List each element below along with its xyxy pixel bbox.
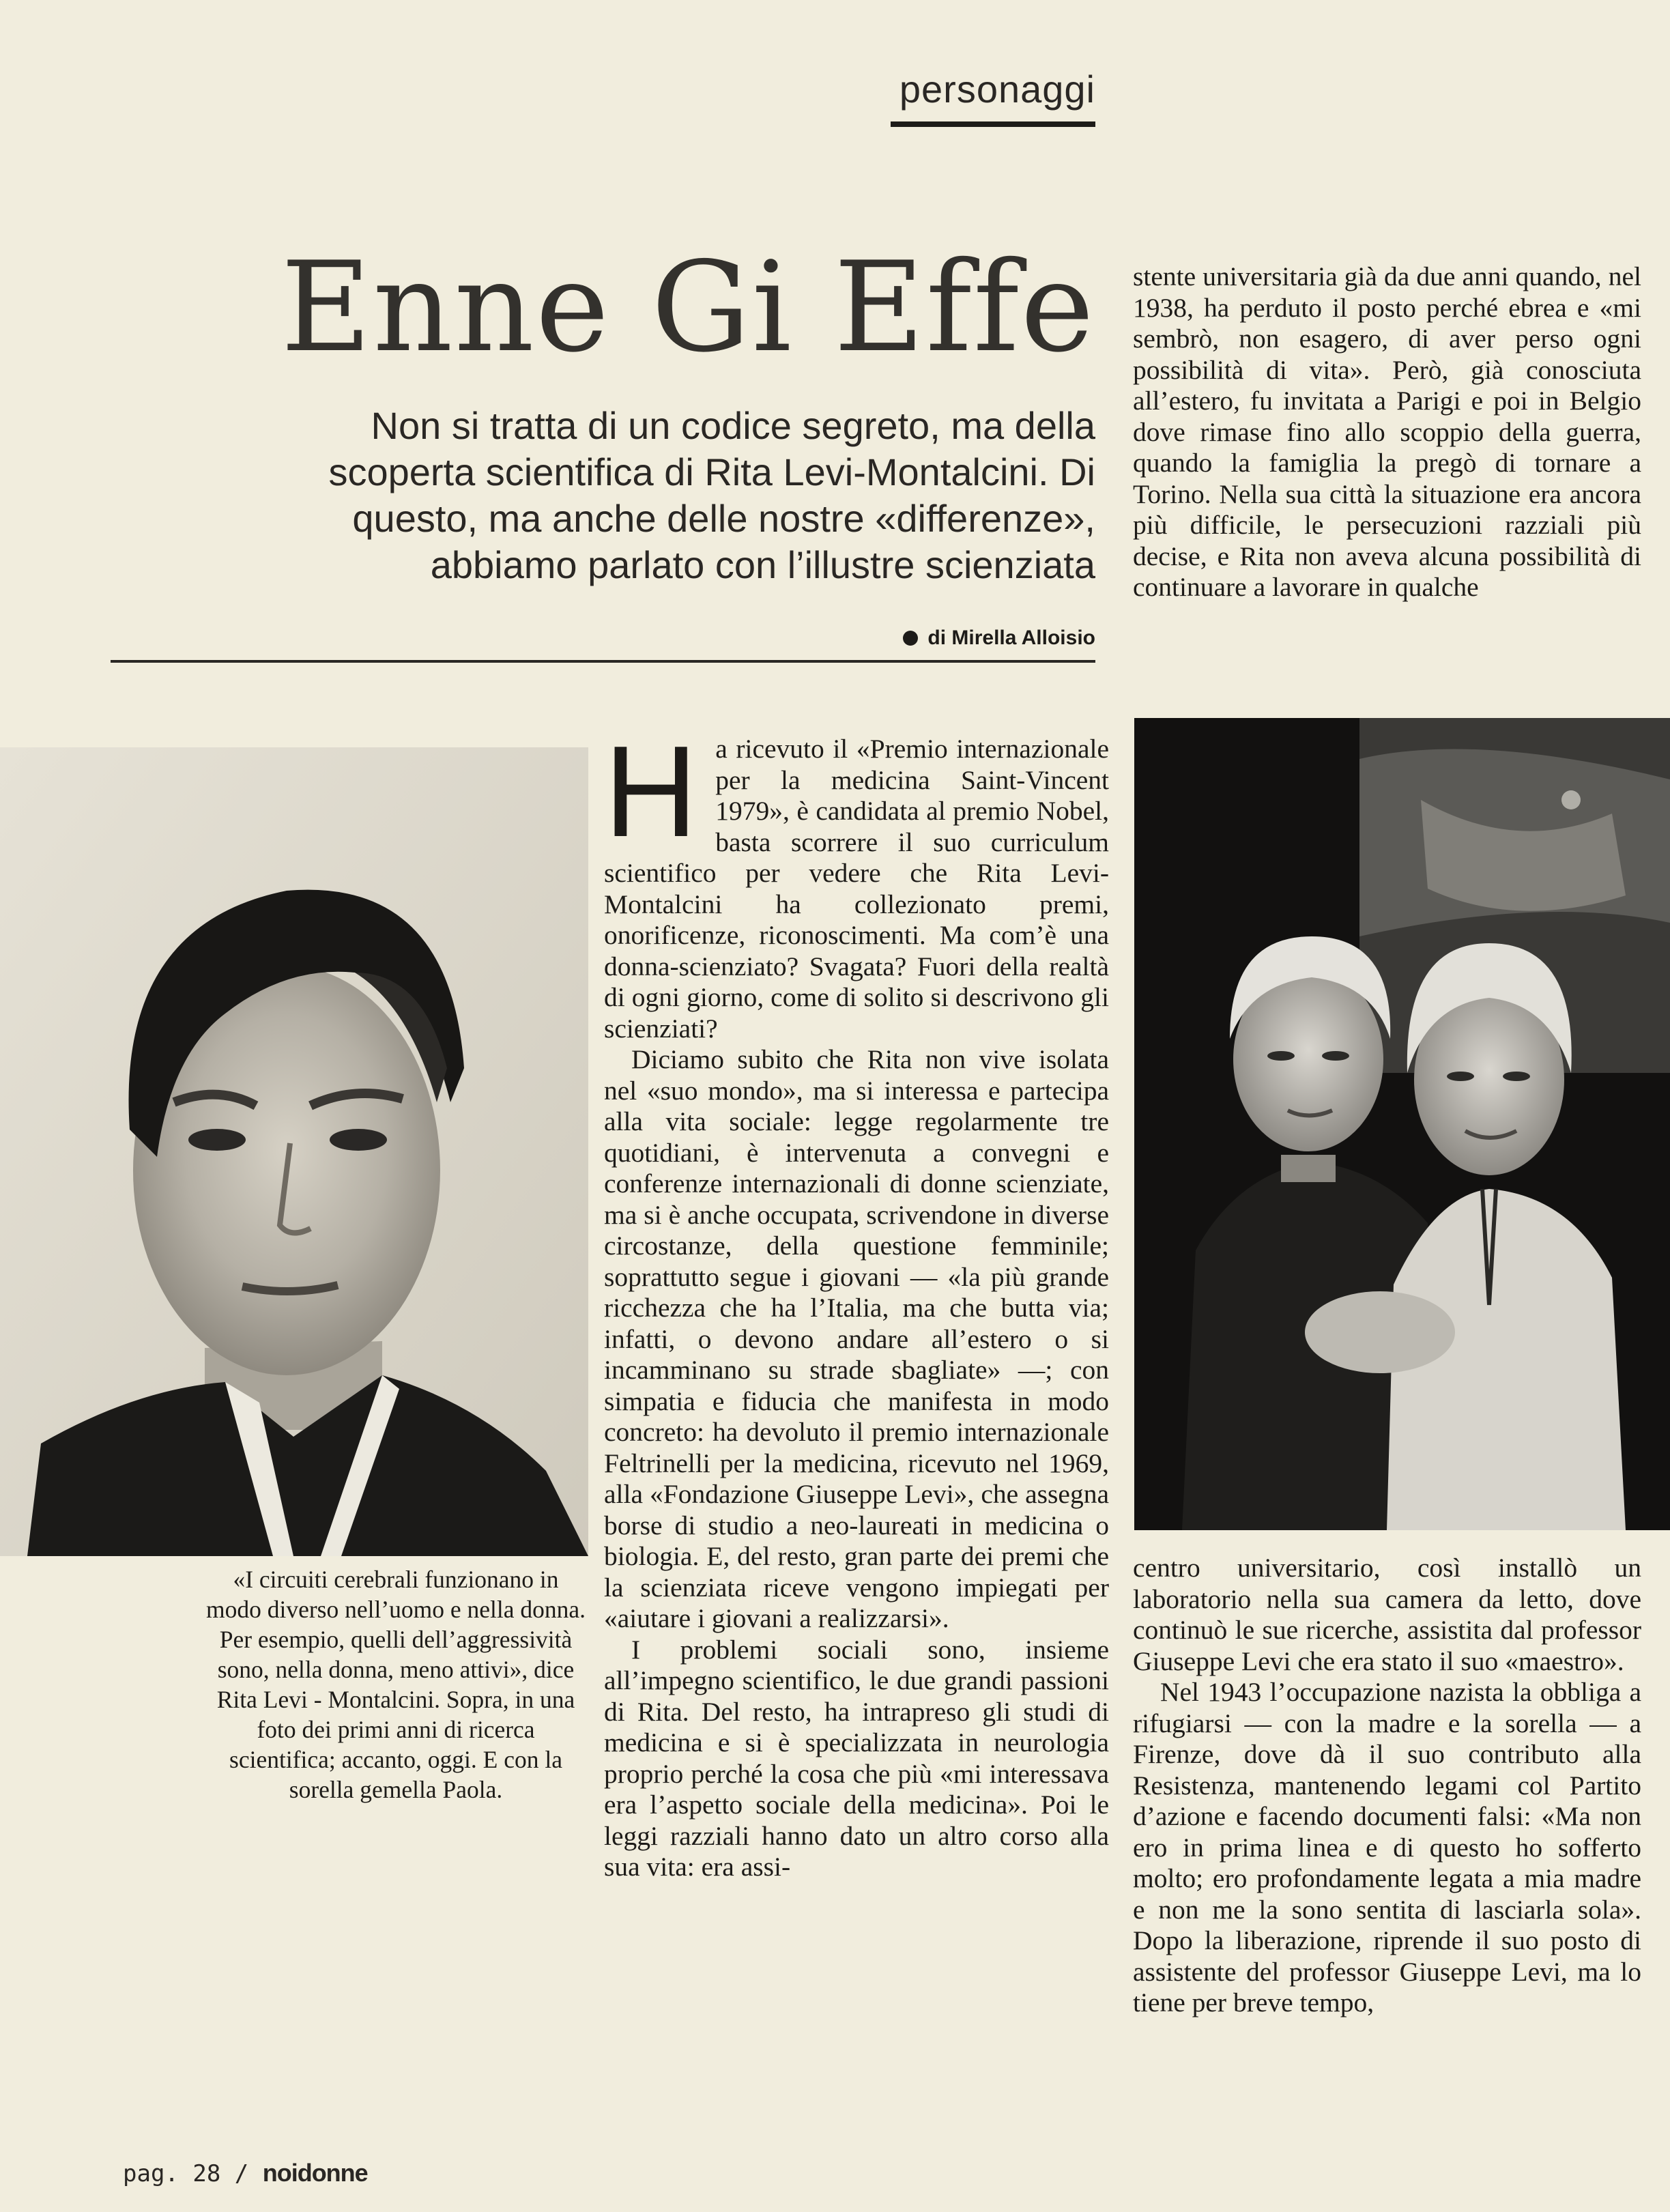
article-column-middle xyxy=(604,719,1109,1883)
magazine-name: noidonne xyxy=(262,2159,368,2187)
article-title: Enne Gi Effe xyxy=(280,235,1095,379)
standfirst: Non si tratta di un codice segreto, ma della scoperta scientifica di Rita Levi-Montalcini. Di questo, ma anche delle nostre «differenze», abbiamo parlato con l’illustre scienziata xyxy=(328,404,1095,586)
article-paragraph: I problemi sociali sono, insieme all’impegno scientifico, le due grandi passioni di Rita. Del resto, ha intrapreso gli studi di medicina e si è specializzata in neurologia proprio perché la cosa che più «mi interessava era l’aspetto sociale della medicina». Poi le leggi razziali hanno dato un altro corso alla sua vita: era assi- xyxy=(604,1634,1109,1882)
page-number: pag. 28 / xyxy=(123,2160,249,2187)
photo-caption: «I circuiti cerebrali funzionano in modo diverso nell’uomo e nella donna. Per esempio, quelli dell’aggressività sono, nella donna, meno attivi», dice Rita Levi - Montalcini. Sopra, in una foto dei primi anni di ricerca scientifica; accanto, oggi. E con la sorella gemella Paola. xyxy=(205,1566,586,1803)
drop-cap: H xyxy=(604,719,698,864)
portrait-photo xyxy=(0,747,588,1556)
article-paragraph: Nel 1943 l’occupazione nazista la obbliga a rifugiarsi — con la madre e la sorella — a Firenze, dove dà il suo contributo alla Resistenza, mantenendo legami col Partito d’azione e facendo documenti falsi: «Ma non ero in prima linea e di questo ho sofferto molto; ero profondamente legata a mia madre e non me la sono sentita di lasciarla sola». Dopo la liberazione, riprende il suo posto di assistente del professor Giuseppe Levi, ma lo tiene per breve tempo, xyxy=(1133,1677,1641,2017)
article-paragraph xyxy=(604,719,1109,1044)
page-footer xyxy=(123,2159,368,2187)
article-column-right-bottom xyxy=(1133,1553,1641,2019)
sisters-photo xyxy=(1134,718,1670,1530)
article-column-right-top xyxy=(1133,261,1641,667)
article-paragraph: stente universitaria già da due anni quando, nel 1938, ha perduto il posto perché ebrea e «mi sembrò, non esagero, di aver perso ogni possibilità di vita». Però, già conosciuta all’estero, fu invitata a Parigi e poi in Belgio dove rimase fino allo scoppio della guerra, quando la famiglia la pregò di tornare a Torino. Nella sua città la situazione era ancora più difficile, le persecuzioni razziali più decise, e Rita non aveva alcuna possibilità di continuare a lavorare in qualche xyxy=(1133,261,1641,602)
article-paragraph: centro universitario, così installò un laboratorio nella sua camera da letto, dove continuò le sue ricerche, assistita dal professor Giuseppe Levi che era stato il suo «maestro». xyxy=(1133,1553,1641,1676)
byline xyxy=(819,627,1095,650)
paragraph-text: a ricevuto il «Premio internazionale per la medicina Saint-Vincent 1979», è candidata al premio Nobel, basta scorrere il suo curriculum scientifico per vedere che Rita Levi-Montalcini ha collezionato premi, onorificenze, riconoscimenti. Ma com’è una donna-scienziato? Svagata? Fuori della realtà di ogni giorno, come di solito si descrivono gli scienziati? xyxy=(604,734,1109,1044)
bullet-icon xyxy=(903,631,918,646)
section-label: personaggi xyxy=(899,68,1095,111)
sisters-illustration xyxy=(1134,718,1670,1530)
byline-text: di Mirella Alloisio xyxy=(927,627,1095,649)
section-rule xyxy=(891,121,1095,127)
portrait-illustration xyxy=(0,747,588,1556)
article-paragraph: Diciamo subito che Rita non vive isolata nel «suo mondo», ma si interessa e partecipa alla vita sociale: legge regolarmente tre quotidiani, è intervenuta a convegni e conferenze internazionali di donne scienziate, ma si è anche occupata, scrivendone in diverse circostanze, della questione femminile; soprattutto segue i giovani — «la più grande ricchezza che ha l’Italia, ma che butta via; infatti, o devono andare all’estero o si incamminano su strade sbagliate» —; con simpatia e fiducia che manifesta in modo concreto: ha devoluto il premio internazionale Feltrinelli per la medicina, ricevuto nel 1969, alla «Fondazione Giuseppe Levi», che assegna borse di studio a neo-laureati in medicina o biologia. E, del resto, gran parte dei premi che la scienziata riceve vengono impiegati per «aiutare i giovani a realizzarsi». xyxy=(604,1044,1109,1633)
header-divider xyxy=(111,660,1095,663)
